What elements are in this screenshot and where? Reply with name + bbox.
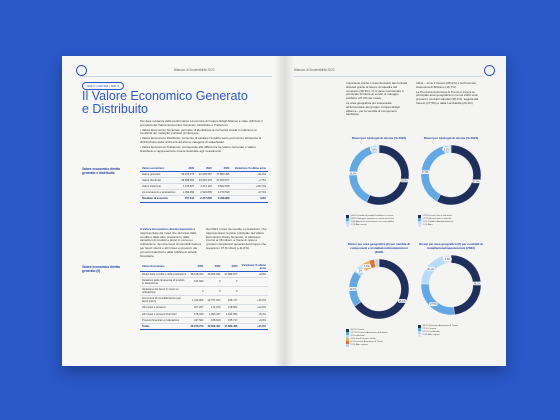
- table-cell: Incrementi di immobilizzazioni per lavori interni: [140, 296, 188, 305]
- table-cell: +16,0%: [239, 296, 268, 305]
- table-cell: 39.975.273: [190, 325, 204, 328]
- table-cell: 1.136.607: [179, 183, 197, 189]
- table-row: [140, 286, 268, 295]
- table-cell: 0: [222, 277, 239, 286]
- slice-label: [363, 264, 371, 268]
- legend-swatch: [418, 334, 421, 336]
- table-cell: 437.504: [188, 317, 205, 323]
- intro-bullet: • Valore Economico Distribuito: consente di valutare l'impatto socio-economico attraverso la distribuzione della ricchezza ad alcune categorie di stakeholder.: [140, 136, 262, 144]
- table-cell: 164.602: [188, 277, 205, 286]
- table-cell: Altri ricavi e proventi finanziari: [140, 311, 188, 317]
- donut-chart: [346, 256, 412, 322]
- legend-label: 37,9% Associazioni e aziende: [422, 218, 452, 220]
- table-valore-generato: [140, 263, 268, 330]
- legend-item: [418, 224, 484, 227]
- page-number-marker: ·: [76, 65, 87, 76]
- legend-label: 27,5% Veneto: [422, 328, 437, 330]
- legend-label: 1,1% Altro: [422, 224, 433, 226]
- table-cell: Ammortamenti e svalutazioni: [140, 190, 179, 196]
- table-cell: 0: [205, 286, 222, 295]
- svg-text:5%: 5%: [358, 269, 363, 273]
- svg-text:56,8%: 56,8%: [401, 179, 408, 183]
- table-cell: +347,0%: [231, 183, 268, 189]
- slice-label: [356, 269, 364, 273]
- table-cell: 2.498.968: [214, 196, 232, 202]
- right-text-col2: [416, 82, 482, 107]
- left-page: [62, 56, 284, 366]
- table-cell: 3,8%: [231, 196, 268, 202]
- slice-label: [429, 302, 437, 306]
- legend-label: 2,5% Altre regioni: [350, 344, 368, 346]
- legend-label: 5% Lombardia: [350, 335, 365, 337]
- legend-label: 56,8% Vendita di prodotti hardware e servizi: [350, 215, 394, 217]
- chart-title: Ricavi per tipologia di cliente (% 2023): [423, 136, 479, 140]
- slice-label: [426, 267, 434, 271]
- table-cell: 37.989.577: [224, 272, 238, 276]
- donut-chart-block: [346, 136, 412, 227]
- book-gutter-shadow: [274, 56, 294, 366]
- table-row: [140, 296, 268, 305]
- table-cell: 172.153: [205, 305, 222, 311]
- donut-chart-block: [346, 242, 412, 347]
- donut-chart: [418, 252, 484, 318]
- slice-label: [400, 179, 408, 183]
- column-header: Valore Economico: [140, 263, 188, 271]
- column-header: 2023: [222, 263, 239, 271]
- table-cell: Ricavi delle vendite e delle prestazioni: [140, 271, 188, 277]
- legend-item: [346, 344, 412, 347]
- legend-swatch: [418, 224, 421, 226]
- table-cell: 47.883.495: [214, 171, 232, 177]
- svg-text:65,2%: 65,2%: [398, 299, 406, 303]
- table-cell: Variazioni delle rimanenze di prodotti in lavorazione: [140, 277, 188, 286]
- table-cell: Valore generato: [140, 171, 179, 177]
- chart-legend: [418, 325, 484, 337]
- table-cell: +11,6%: [239, 323, 268, 329]
- table-cell: +0,0%: [239, 317, 268, 323]
- table-cell: 1.113.966: [188, 296, 205, 305]
- table-cell: 12.757.917: [205, 296, 222, 305]
- table-cell: -: [239, 286, 268, 295]
- svg-text:4,6%: 4,6%: [364, 265, 370, 269]
- legend-label: 65,2% Veneto: [350, 329, 365, 331]
- slice-label: [421, 170, 429, 174]
- slice-label: [472, 180, 480, 184]
- legend-swatch: [346, 344, 349, 346]
- page-title: Il Valore Economico Generato e Distribuito: [82, 89, 248, 116]
- table-cell: 40.693.379: [196, 177, 214, 183]
- table-cell: 9.892.818: [214, 183, 232, 189]
- table-total-row: [140, 323, 268, 329]
- table-cell: 47.883.495: [224, 325, 238, 328]
- table-cell: 207.267: [188, 305, 205, 311]
- chart-legend: [346, 329, 412, 347]
- page-number-marker: ·: [484, 65, 495, 76]
- donut-slice: [377, 145, 379, 153]
- donut-slice: [421, 284, 455, 315]
- body-text-bold: Il Valore Economico diretto Generato: [140, 227, 193, 231]
- svg-text:37,9%: 37,9%: [421, 171, 429, 175]
- table-cell: Totale: [140, 323, 188, 329]
- intro-text: [140, 120, 268, 154]
- table-cell: +22,0%: [239, 305, 268, 311]
- legend-label: 38,3% Noleggio operativo e servizi accessori: [350, 218, 395, 220]
- chart-title: Ricavi per tipologia di cliente (% 2022): [351, 136, 407, 140]
- table2-side-label: Valore economico diretto generato (€): [82, 265, 121, 273]
- chart-title: Ricavi per area geografica (€) per contratti di installazione/manutenzioni (2023): [419, 242, 483, 250]
- legend-label: 4,6% Friuli-Venezia Giulia: [350, 338, 376, 340]
- table-cell: 186.717: [222, 296, 239, 305]
- chart-title: Ricavi per area geografica (€) per vendite di componenti e installazioni/manutenzioni (2023): [347, 242, 411, 254]
- table-cell: 155.747: [222, 317, 239, 323]
- chart-legend: [346, 215, 412, 227]
- table-cell: 218.501: [222, 305, 239, 311]
- column-header: Variazione % ultimo anno: [231, 166, 268, 171]
- intro-bullet: • Valore Economico Generato: permette di identificare la ricchezza creata in relazione ai contributi dei molteplici portatori di interesse.: [140, 127, 257, 136]
- section-pill: GRI 2 | GRI 201 | GRI 3: [82, 82, 124, 90]
- legend-label: 3% Provincia Autonoma di Trento: [350, 341, 383, 343]
- svg-text:20,1%: 20,1%: [427, 267, 434, 271]
- table1-side-label: Valore economico diretto generato e distribuito: [82, 167, 121, 175]
- table-cell: 39.975.273: [179, 171, 197, 177]
- body-text: è rappresentato dai ricavi che derivano dalle vendite e dalle altre prestazioni, dalle variazioni di prodotti e lavori in corso su ordinazione, da incrementi di immobilizzazioni per lavori interni e altri ricavi e proventi, dai proventi finanziari e dalla rettifica di attività finanziarie.: [140, 227, 202, 258]
- table-cell: 0: [222, 286, 239, 295]
- body-text: Infine – sono il Veneto (65,2%) e la Provincia Autonoma di Bolzano (19,7%).: [416, 81, 476, 89]
- right-page: [284, 56, 506, 366]
- legend-label: 57,8% Privati, Enti e Istituzioni: [422, 215, 452, 217]
- table-cell: Valore distribuito: [140, 177, 179, 183]
- table-cell: -17,9%: [231, 190, 268, 196]
- table-cell: +7,5%: [231, 177, 268, 183]
- slice-label: [349, 172, 357, 176]
- svg-text:48,1%: 48,1%: [473, 282, 481, 286]
- column-header: 2021: [179, 166, 197, 171]
- running-head-left: Bilancio di Sostenibilità 2022: [174, 68, 215, 72]
- svg-text:4,3%: 4,3%: [444, 258, 451, 262]
- chart-legend: [418, 215, 484, 227]
- table-cell: 178.320: [188, 311, 205, 317]
- table-cell: 42.906.497: [207, 325, 221, 328]
- svg-text:3,8%: 3,8%: [371, 148, 377, 152]
- table-cell: 2.070.530: [214, 190, 232, 196]
- table-cell: Risultato di esercizio: [140, 196, 179, 202]
- table-header-row: [140, 263, 268, 271]
- table-cell: +6,3%: [239, 311, 268, 317]
- table-cell: -2.277.809: [196, 196, 214, 202]
- table-cell: 1.441.581: [222, 311, 239, 317]
- legend-label: 19,7% Provincia Autonoma di Bolzano: [350, 332, 388, 334]
- column-header: 2022: [196, 166, 214, 171]
- slice-label: [398, 299, 406, 303]
- slice-label: [473, 282, 481, 286]
- table-valore-economico: [140, 166, 268, 203]
- column-header: 2023: [214, 166, 232, 171]
- body-text: La Provincia Autonoma di Trento è invece la principale area geografica in cui nel 2023 sono presenti i contratti stipulati (48,1%), seguita dal Veneto (27,5%) e dalla Lombardia (20,1%).: [416, 89, 479, 105]
- book-spread: [62, 56, 506, 366]
- table-cell: 38.315.344: [190, 272, 204, 276]
- table-total-row: [140, 196, 268, 202]
- body-text: Importante anche i ricavi derivanti dai contratti stipulati grazie al lavoro di squadra del comparto (38.3%). Ci si deve menzionare il principale fornitore di servizi di noleggio pubblico (37.9% dei ricavi).: [346, 81, 408, 101]
- donut-chart: [418, 142, 484, 208]
- table-cell: 1.399.993: [179, 190, 197, 196]
- column-header: 2022: [205, 263, 222, 271]
- table-cell: 2.213.118: [196, 183, 214, 189]
- running-head-right: Bilancio di Sostenibilità 2022: [294, 68, 335, 72]
- table-cell: 0: [205, 277, 222, 286]
- intro-paragraph: Per dare evidenza della performance economica di Gruppo Edigit Alliance è stato utilizzato il prospetto del Valore Economico Generato, Distribuito e Trattenuto.: [140, 119, 263, 127]
- column-header: 2021: [188, 263, 205, 271]
- table-cell: Variazione dei lavori in corso su ordinazione: [140, 286, 188, 295]
- table-cell: 108.649: [205, 317, 222, 323]
- legend-item: [346, 224, 412, 227]
- legend-label: 48,1% Provincia Autonoma di Trento: [422, 325, 458, 327]
- table-cell: Proventi finanziari e rivalutazioni: [140, 317, 188, 323]
- table-cell: +11,6%: [231, 171, 268, 177]
- table-row: [140, 277, 268, 286]
- table-cell: 2.520.899: [196, 190, 214, 196]
- donut-chart-block: [418, 242, 484, 337]
- table-cell: Altri ricavi e proventi: [140, 305, 188, 311]
- svg-text:19,7%: 19,7%: [349, 287, 357, 291]
- svg-text:57,8%: 57,8%: [472, 180, 480, 184]
- body-text: La area geografica più interessata all'ammontare del gruppo, Gruppo Edigit Alliance - per la vendita di componenti hardware.: [346, 100, 400, 117]
- legend-label: 3,2% Pubblica Amministrazione: [422, 221, 454, 223]
- donut-chart: [346, 142, 412, 208]
- table-cell: 42.906.497: [196, 171, 214, 177]
- table-cell: -: [239, 277, 268, 286]
- svg-text:27,5%: 27,5%: [429, 303, 437, 307]
- body-text-right-col: Nel 2023 i ricavi da vendite e prestazioni, che rappresentano la parte principale del Valore Economico diretto Generato, si attestano intorno ai 38 milioni, a fronte di ricavi e proventi complessivi generati dal Gruppo che superano i 47,8 milioni (+11,6%).: [206, 227, 267, 250]
- slice-label: [349, 287, 357, 291]
- legend-swatch: [346, 224, 349, 226]
- svg-text:38,3%: 38,3%: [349, 172, 357, 176]
- column-header: Variazione % ultimo anno: [239, 263, 268, 271]
- legend-label: 1,1% Altri servizi: [350, 224, 367, 226]
- table-cell: -707.614: [179, 196, 197, 202]
- table-cell: 1.350.437: [205, 311, 222, 317]
- header-rule: [82, 76, 272, 77]
- table-cell: 38.838.666: [179, 177, 197, 183]
- legend-label: 4,3% Altre regioni: [422, 334, 440, 336]
- legend-label: 3,8% Attività in convenzione con enti pubblici: [350, 221, 395, 223]
- table-cell: 37.990.677: [214, 177, 232, 183]
- table-cell: 0: [188, 286, 205, 295]
- table-cell: +8,8%: [239, 271, 268, 277]
- legend-item: [418, 334, 484, 337]
- intro-bullet: • Valore Economico Trattenuto: corrisponde alla differenza tra Valore Generato e Valore Distribuito e rappresenta le risorse destinate agli investimenti.: [140, 144, 256, 153]
- right-text-col1: [346, 82, 410, 118]
- legend-label: 20,1% Lombardia: [422, 331, 440, 333]
- svg-text:3,2%: 3,2%: [443, 148, 450, 152]
- body-text-left-col: [140, 228, 202, 259]
- slice-label: [443, 257, 451, 261]
- donut-chart-block: [418, 136, 484, 227]
- header-rule: [294, 76, 482, 77]
- donut-slice: [449, 145, 451, 153]
- table-cell: 40.456.931: [207, 272, 221, 276]
- table-cell: Valore trattenuto: [140, 183, 179, 189]
- column-header: Valore economico: [140, 166, 179, 171]
